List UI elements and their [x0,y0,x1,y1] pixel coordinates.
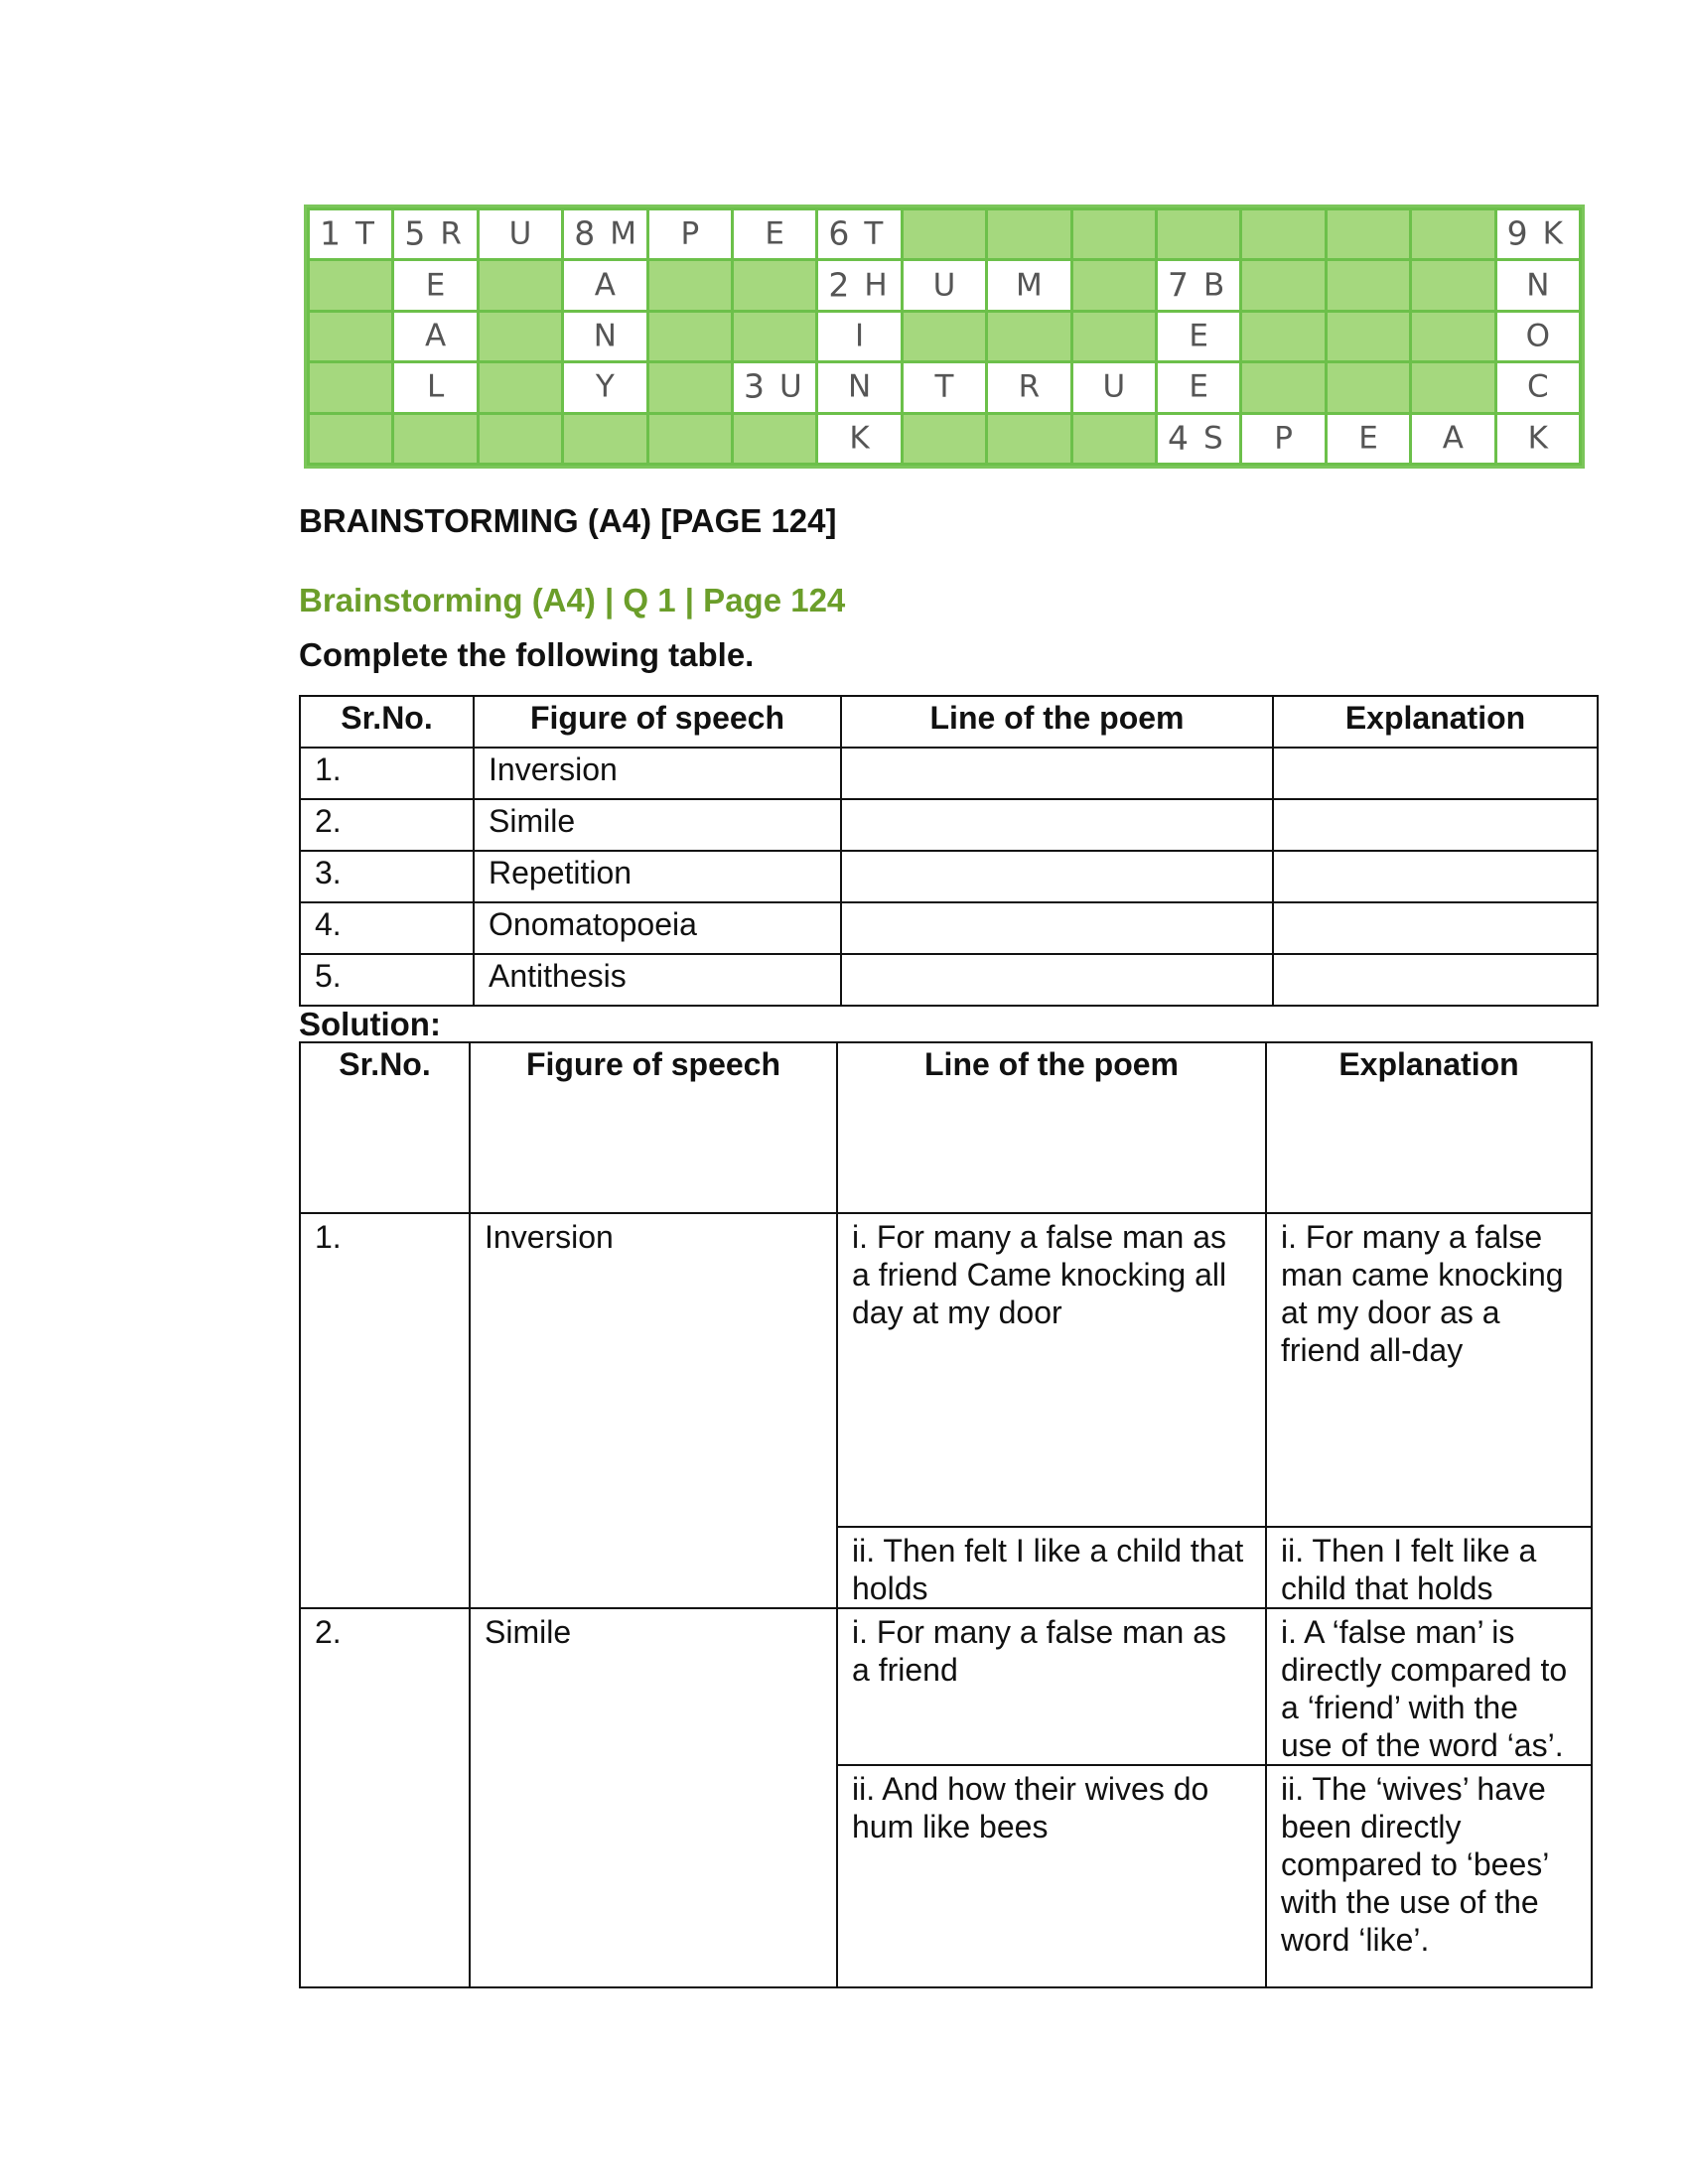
crossword-letter: S [1203,420,1223,457]
crossword-cell [1158,313,1239,360]
crossword-letter: P [1274,420,1293,457]
sr-no-cell: 2. [300,1608,470,1987]
line-cell [841,799,1273,851]
crossword-cell [734,363,815,411]
crossword-blank-cell [1412,210,1493,258]
crossword-letter: C [1526,368,1549,405]
crossword-cell [1158,415,1239,463]
crossword-cell [1073,363,1155,411]
crossword-letter: N [847,368,872,405]
figure-cell: Onomatopoeia [474,902,841,954]
crossword-cell [988,261,1069,309]
clue-number: 1 [320,213,341,253]
crossword-blank-cell [649,261,731,309]
crossword-letter: E [1189,318,1208,354]
clue-number: 4 [1168,418,1189,458]
crossword-cell [564,210,645,258]
crossword-blank-cell [1073,261,1155,309]
crossword-blank-cell [1328,210,1409,258]
explanation-cell [1273,851,1598,902]
crossword-letter: T [355,215,374,252]
crossword-blank-cell [1242,313,1324,360]
sr-no-cell: 1. [300,748,474,799]
crossword-letter: U [779,368,802,405]
explanation-cell: i. A ‘false man’ is directly compared to a ‘friend’ with the use of the word ‘as’. [1266,1608,1592,1765]
crossword-blank-cell [480,363,561,411]
line-cell: ii. And how their wives do hum like bees [837,1765,1266,1987]
crossword-cell [564,261,645,309]
crossword-cell [394,313,476,360]
crossword-letter: N [593,318,617,354]
crossword-blank-cell [1158,210,1239,258]
crossword-cell [818,415,900,463]
crossword-blank-cell [310,313,391,360]
line-cell [841,902,1273,954]
crossword-blank-cell [988,415,1069,463]
sr-no-cell: 3. [300,851,474,902]
line-cell: ii. Then felt I like a child that holds [837,1527,1266,1608]
line-cell [841,748,1273,799]
crossword-letter: I [855,318,865,354]
crossword-blank-cell [394,415,476,463]
crossword-blank-cell [1073,313,1155,360]
crossword-cell [310,210,391,258]
crossword-letter: T [934,368,954,405]
crossword-cell [1497,415,1579,463]
question-table [299,695,1599,1007]
crossword-cell [394,261,476,309]
figure-cell: Simile [474,799,841,851]
table-row [300,902,1598,954]
crossword-blank-cell [1242,261,1324,309]
crossword-letter: O [1525,318,1550,354]
line-cell [841,954,1273,1006]
figure-cell: Inversion [474,748,841,799]
crossword-cell [734,210,815,258]
crossword-cell [818,313,900,360]
crossword-blank-cell [1073,415,1155,463]
sr-no-cell: 2. [300,799,474,851]
crossword-cell [1242,415,1324,463]
crossword-blank-cell [988,210,1069,258]
figure-cell: Simile [470,1608,837,1987]
table-row [300,1213,1592,1527]
header-line-of-poem: Line of the poem [837,1042,1266,1213]
clue-number: 7 [1168,265,1189,305]
header-line-of-poem: Line of the poem [841,696,1273,748]
crossword-grid [304,205,1585,469]
clue-number: 3 [744,367,765,407]
clue-number: 5 [404,213,426,253]
figure-cell: Repetition [474,851,841,902]
crossword-letter: R [440,215,462,252]
crossword-letter: E [425,266,446,303]
crossword-blank-cell [310,261,391,309]
crossword-letter: A [1442,420,1464,457]
crossword-blank-cell [1242,210,1324,258]
crossword-letter: P [680,215,700,252]
crossword-blank-cell [988,313,1069,360]
crossword-blank-cell [1242,363,1324,411]
crossword-letter: K [1527,420,1548,457]
crossword-cell [1497,363,1579,411]
table-row [300,748,1598,799]
crossword-blank-cell [734,415,815,463]
table-row [300,851,1598,902]
line-cell: i. For many a false man as a friend [837,1608,1266,1765]
clue-number: 8 [574,213,596,253]
explanation-cell: ii. The ‘wives’ have been directly compared to ‘bees’ with the use of the word ‘like’. [1266,1765,1592,1987]
crossword-cell [904,363,985,411]
crossword-blank-cell [310,363,391,411]
crossword-letter: A [424,318,447,354]
crossword-cell [818,210,900,258]
crossword-cell [818,363,900,411]
crossword-cell [1328,415,1409,463]
crossword-blank-cell [904,210,985,258]
crossword-blank-cell [480,313,561,360]
crossword-cell [904,261,985,309]
explanation-cell: i. For many a false man came knocking at my door as a friend all-day [1266,1213,1592,1527]
crossword-letter: T [864,215,884,252]
crossword-blank-cell [649,415,731,463]
crossword-blank-cell [649,313,731,360]
crossword-blank-cell [310,415,391,463]
clue-number: 6 [828,213,850,253]
clue-number: 2 [828,265,850,305]
crossword-letter: M [610,215,636,252]
crossword-cell [564,313,645,360]
explanation-cell [1273,748,1598,799]
sr-no-cell: 4. [300,902,474,954]
crossword-letter: L [426,368,445,405]
header-explanation: Explanation [1266,1042,1592,1213]
crossword-cell [394,363,476,411]
question-instruction: Complete the following table. [299,636,755,673]
crossword-letter: K [849,420,870,457]
crossword-letter: A [594,266,616,303]
header-sr-no: Sr.No. [300,696,474,748]
crossword-blank-cell [734,313,815,360]
explanation-cell [1273,799,1598,851]
crossword-blank-cell [1412,363,1493,411]
crossword-blank-cell [1073,210,1155,258]
crossword-letter: K [1542,215,1563,252]
crossword-cell [1412,415,1493,463]
solution-table-header-row [300,1042,1592,1213]
header-sr-no: Sr.No. [300,1042,470,1213]
crossword-letter: U [1102,368,1126,405]
crossword-letter: N [1526,266,1550,303]
crossword-blank-cell [1412,313,1493,360]
table-row [300,1608,1592,1765]
crossword-letter: E [1358,420,1378,457]
crossword-letter: Y [595,368,615,405]
crossword-blank-cell [1328,363,1409,411]
table-row [300,799,1598,851]
crossword-cell [1497,313,1579,360]
crossword-letter: U [508,215,532,252]
section-heading: BRAINSTORMING (A4) [PAGE 124] [299,502,837,539]
line-cell [841,851,1273,902]
crossword-blank-cell [1328,261,1409,309]
crossword-blank-cell [480,261,561,309]
sr-no-cell: 5. [300,954,474,1006]
crossword-blank-cell [1328,313,1409,360]
clue-number: 9 [1506,213,1528,253]
crossword-letter: E [765,215,784,252]
crossword-blank-cell [904,415,985,463]
crossword-letter: B [1203,266,1225,303]
line-cell: i. For many a false man as a friend Came knocking all day at my door [837,1213,1266,1527]
crossword-letter: R [1018,368,1041,405]
crossword-cell [818,261,900,309]
explanation-cell: ii. Then I felt like a child that holds [1266,1527,1592,1608]
crossword-letter: U [932,266,956,303]
explanation-cell [1273,902,1598,954]
question-table-header-row [300,696,1598,748]
crossword-cell [564,363,645,411]
crossword-cell [988,363,1069,411]
header-figure-of-speech: Figure of speech [470,1042,837,1213]
crossword-blank-cell [480,415,561,463]
crossword-blank-cell [1412,261,1493,309]
crossword-cell [1497,210,1579,258]
crossword-cell [1158,261,1239,309]
crossword-cell [394,210,476,258]
crossword-blank-cell [734,261,815,309]
table-row [300,954,1598,1006]
crossword-cell [649,210,731,258]
crossword-blank-cell [904,313,985,360]
explanation-cell [1273,954,1598,1006]
sr-no-cell: 1. [300,1213,470,1608]
question-reference: Brainstorming (A4) | Q 1 | Page 124 [299,582,846,618]
header-explanation: Explanation [1273,696,1598,748]
crossword-cell [1158,363,1239,411]
figure-cell: Antithesis [474,954,841,1006]
crossword-blank-cell [564,415,645,463]
crossword-cell [480,210,561,258]
crossword-letter: H [864,266,888,303]
crossword-letter: E [1189,368,1208,405]
figure-cell: Inversion [470,1213,837,1608]
solution-label: Solution: [299,1006,441,1042]
solution-table [299,1041,1593,1988]
header-figure-of-speech: Figure of speech [474,696,841,748]
crossword-letter: M [1016,266,1043,303]
crossword-blank-cell [649,363,731,411]
crossword-cell [1497,261,1579,309]
